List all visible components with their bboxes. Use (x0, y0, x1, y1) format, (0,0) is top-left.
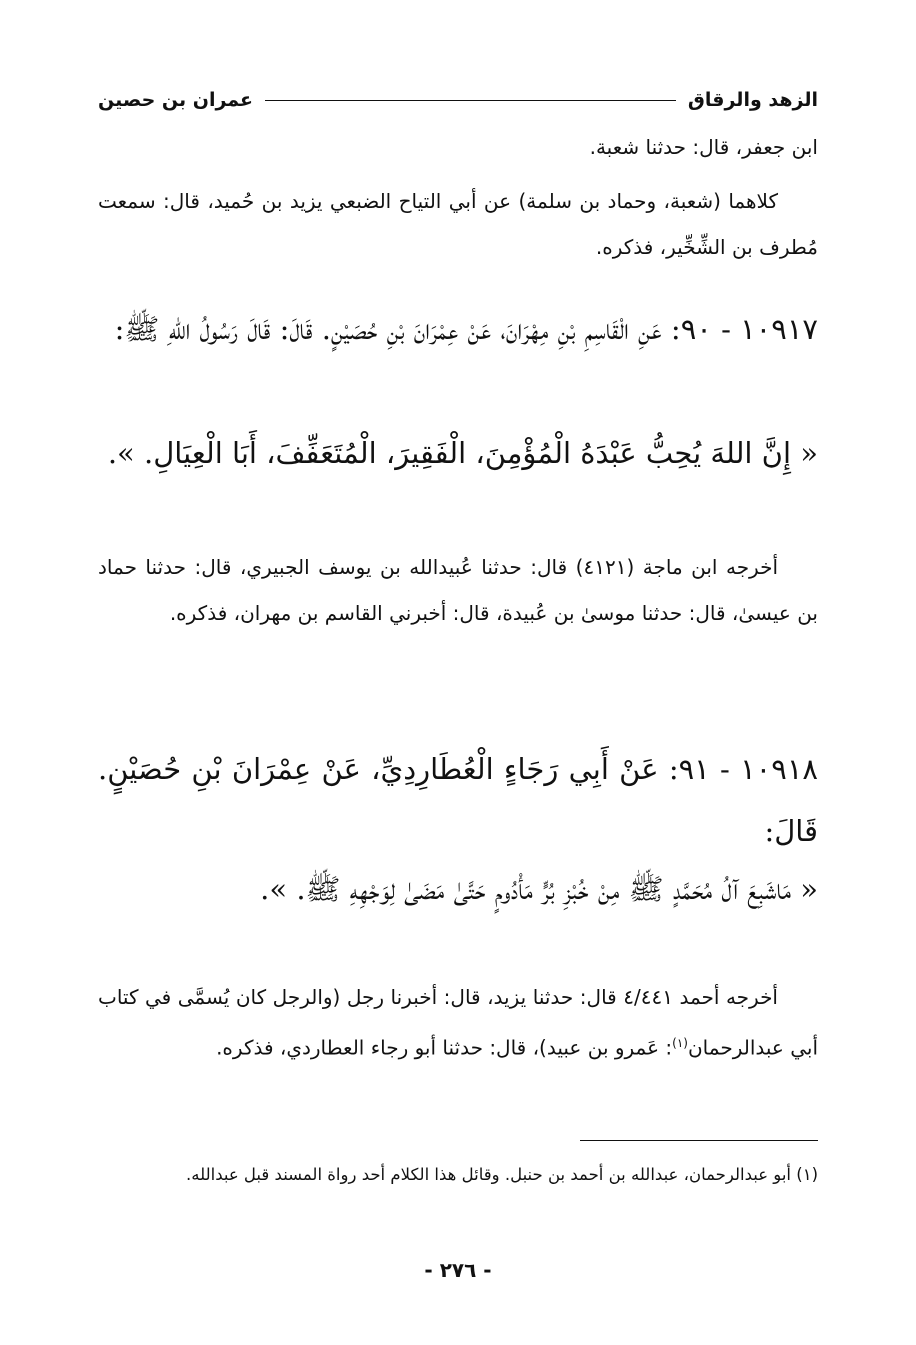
hadith-10918-isnad: ١٠٩١٨ - ٩١: عَنْ أَبِي رَجَاءٍ الْعُطَارِدِيِّ، عَنْ عِمْرَانَ بْنِ حُصَيْنٍ. قَالَ: (98, 752, 818, 848)
takhrij-10918-start: أخرجه أحمد ٤/٤٤١ قال: حدثنا يزيد، قال: أخبرنا رجل (والرجل كان يُسمَّى في كتاب أبي عبدالرحمان (98, 985, 818, 1060)
page-number: - ٢٧٦ - (424, 1258, 492, 1282)
paragraph-chain-of-narration: كلاهما (شعبة، وحماد بن سلمة) عن أبي التياح الضبعي يزيد بن حُميد، قال: سمعت مُطرف بن الشِّخِّير، فذكره. (98, 189, 818, 259)
takhrij-10917: أخرجه ابن ماجة (٤١٢١) قال: حدثنا عُبيدالله بن يوسف الجبيري، قال: حدثنا حماد بن عيسىٰ، قال: حدثنا موسىٰ بن عُبيدة، قال: أخبرني القاسم بن مهران، فذكره. (98, 555, 818, 625)
header-section-title: الزهد والرقاق (687, 89, 818, 111)
hadith-10917-isnad: ١٠٩١٧ - ٩٠: عَنِ الْقَاسِمِ بْنِ مِهْرَانَ، عَنْ عِمْرَانَ بْنِ حُصَيْنٍ. قَالَ: قَالَ رَسُولُ اللهِ ﷺ: (114, 312, 818, 346)
paragraph-continuation: ابن جعفر، قال: حدثنا شعبة. (589, 135, 818, 159)
footnote-1: (١) أبو عبدالرحمان، عبدالله بن أحمد بن حنبل. وقائل هذا الكلام أحد رواة المسند قبل عبدالله. (186, 1165, 818, 1184)
footnote-separator (580, 1140, 818, 1141)
hadith-10918-text: « مَاشَبِعَ آلُ مُحَمَّدٍ ﷺ مِنْ خُبْزِ بُرٍّ مَأْدُومٍ حَتَّىٰ مَضَىٰ لِوَجْهِهِ ﷺ. ». (260, 872, 818, 906)
footnote-reference[interactable]: (١) (672, 1036, 688, 1050)
running-header (98, 82, 818, 118)
header-rule (265, 100, 676, 101)
header-chapter-title: عمران بن حصين (98, 89, 253, 111)
takhrij-10918-end: : عَمرو بن عبيد)، قال: حدثنا أبو رجاء العطاردي، فذكره. (216, 1035, 673, 1060)
takhrij-10918 (98, 974, 818, 1071)
hadith-10917-text: « إِنَّ اللهَ يُحِبُّ عَبْدَهُ الْمُؤْمِنَ، الْفَقِيرَ، الْمُتَعَفِّفَ، أَبَا الْعِيَالِ. ». (107, 436, 818, 470)
